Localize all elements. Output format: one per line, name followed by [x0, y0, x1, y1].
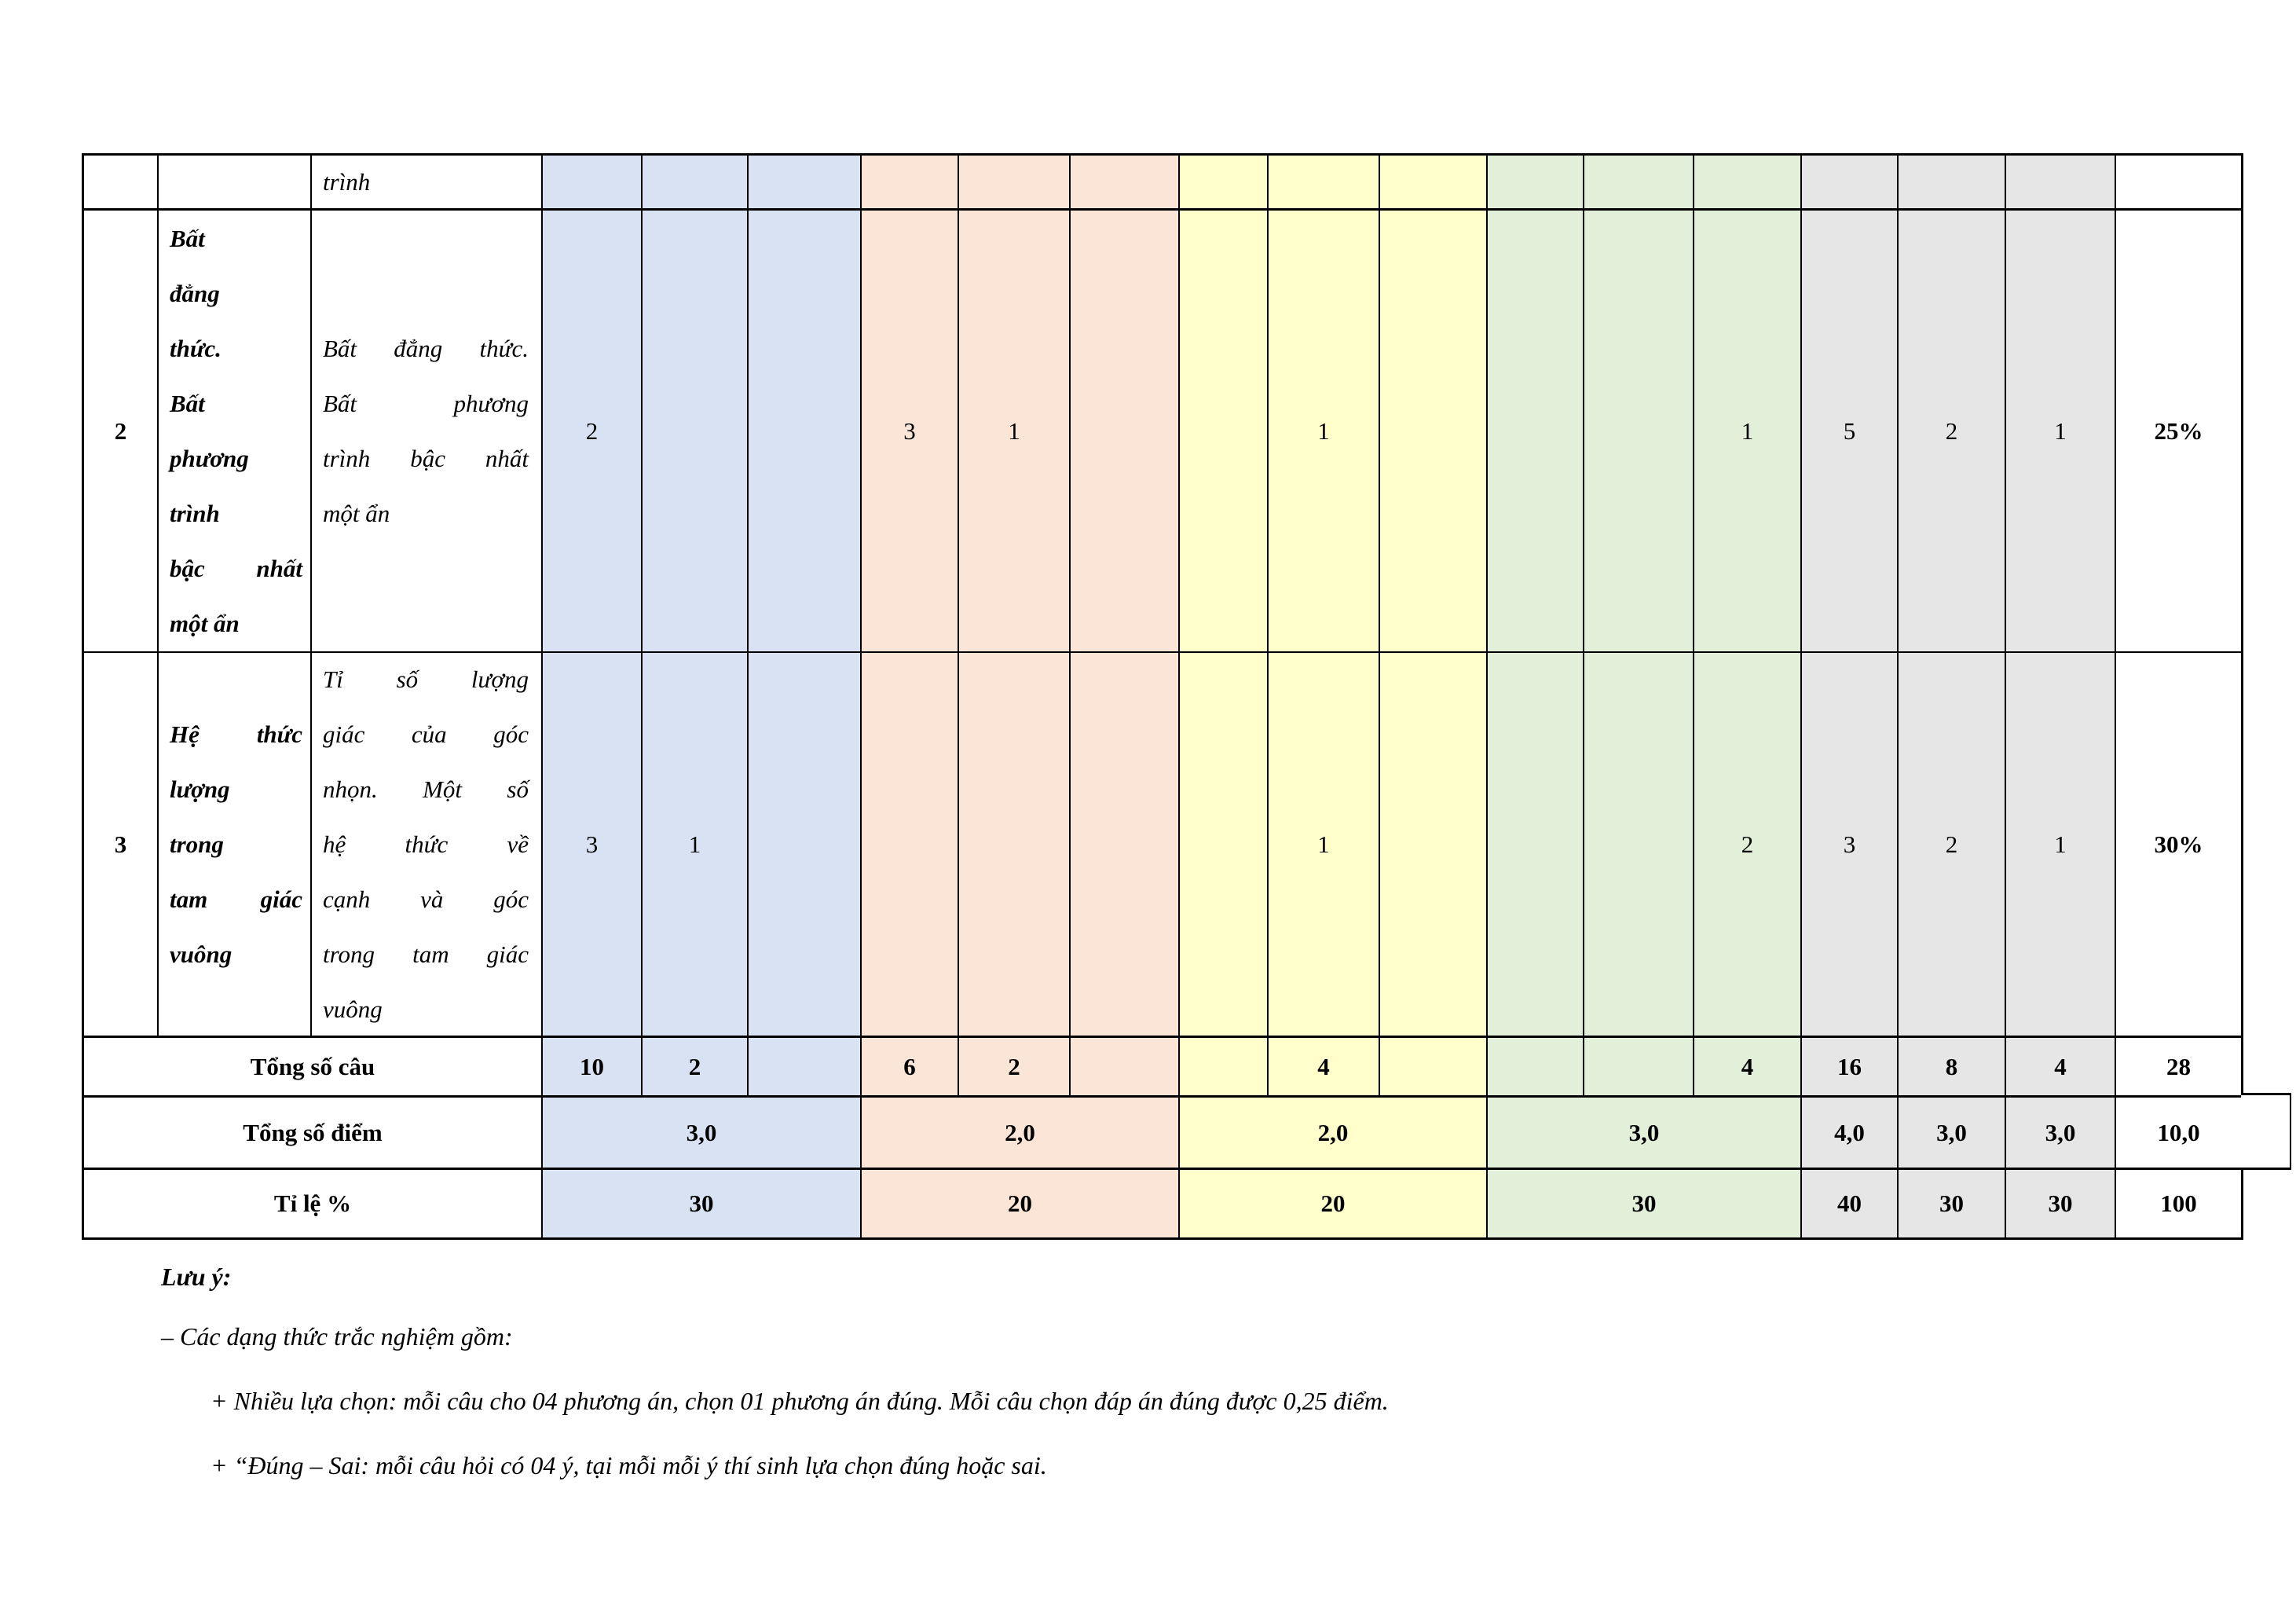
count-cell	[1488, 156, 1584, 211]
topic-cell	[159, 156, 312, 211]
text-line: Bất đẳng thức.	[323, 334, 529, 362]
text-line: Bất	[170, 224, 205, 252]
count-cell	[1380, 156, 1488, 211]
row-total-cell: 25%	[2116, 211, 2241, 653]
percent-cell: 30	[2006, 1170, 2116, 1237]
topic-cell	[159, 211, 312, 653]
count-total-cell: 4	[1269, 1038, 1380, 1098]
total-questions-total: 28	[2116, 1038, 2241, 1098]
row-total-cell: 30%	[2116, 653, 2241, 1038]
count-total-cell	[1180, 1038, 1269, 1098]
count-cell	[1071, 653, 1180, 1038]
text-line: thức.	[170, 334, 222, 362]
count-cell	[643, 156, 749, 211]
count-total-cell: 16	[1802, 1038, 1899, 1098]
text-line: giác của góc	[323, 720, 529, 748]
text-line: Hệ thức	[170, 720, 302, 748]
topic-cell	[159, 653, 312, 1038]
count-cell	[1180, 211, 1269, 653]
count-total-cell	[1584, 1038, 1694, 1098]
count-cell: 1	[2006, 211, 2116, 653]
count-cell	[1269, 156, 1380, 211]
count-total-cell: 8	[1899, 1038, 2006, 1098]
stt-cell	[84, 156, 159, 211]
percentage-label: Tỉ lệ %	[84, 1170, 543, 1237]
total-points-label: Tổng số điểm	[84, 1098, 543, 1170]
count-cell: 1	[643, 653, 749, 1038]
count-cell	[862, 156, 959, 211]
count-cell	[749, 211, 862, 653]
count-cell: 1	[959, 211, 1071, 653]
count-cell	[1488, 653, 1584, 1038]
count-cell: 1	[1269, 653, 1380, 1038]
score-cell: 3,0	[1899, 1098, 2006, 1170]
text-line: trình	[170, 499, 220, 527]
text-line: Tỉ số lượng	[323, 665, 529, 693]
count-cell: 2	[1694, 653, 1802, 1038]
count-total-cell: 2	[643, 1038, 749, 1098]
text-line: trình bậc nhất	[323, 444, 529, 472]
score-group-cell: 3,0	[1488, 1098, 1802, 1170]
note-line: + “Đúng – Sai: mỗi câu hỏi có 04 ý, tại mỗi mỗi ý thí sinh lựa chọn đúng hoặc sai.	[211, 1451, 1047, 1479]
count-cell	[1180, 653, 1269, 1038]
count-cell	[862, 653, 959, 1038]
extra-cell	[2241, 1093, 2291, 1170]
text-line: cạnh và góc	[323, 885, 529, 913]
text-line: lượng	[170, 775, 230, 803]
count-cell	[1380, 653, 1488, 1038]
percent-cell: 40	[1802, 1170, 1899, 1237]
score-cell: 4,0	[1802, 1098, 1899, 1170]
count-total-cell	[749, 1038, 862, 1098]
notes-section	[0, 1240, 2296, 1480]
text-line: Bất phương	[323, 389, 529, 417]
count-cell	[1584, 211, 1694, 653]
text-line: trong tam giác	[323, 940, 529, 968]
text-line: một ẩn	[323, 499, 390, 527]
score-group-cell: 3,0	[543, 1098, 862, 1170]
count-cell: 3	[1802, 653, 1899, 1038]
text-line: vuông	[323, 995, 383, 1023]
percent-group-cell: 20	[1180, 1170, 1488, 1237]
count-cell	[1694, 156, 1802, 211]
count-cell	[643, 211, 749, 653]
text-line: nhọn. Một số	[323, 775, 529, 803]
count-cell	[959, 156, 1071, 211]
count-total-cell	[1380, 1038, 1488, 1098]
content-cell	[312, 653, 543, 1038]
count-cell	[1071, 156, 1180, 211]
text-line: hệ thức về	[323, 830, 529, 858]
stt-cell: 2	[84, 211, 159, 653]
count-cell	[1071, 211, 1180, 653]
content-cell: trình	[312, 156, 543, 211]
count-cell	[1380, 211, 1488, 653]
percent-cell: 30	[1899, 1170, 2006, 1237]
note-line: – Các dạng thức trắc nghiệm gồm:	[161, 1322, 513, 1351]
count-total-cell: 4	[1694, 1038, 1802, 1098]
notes-title: Lưu ý:	[161, 1263, 232, 1291]
total-questions-label: Tổng số câu	[84, 1038, 543, 1098]
percentage-total: 100	[2160, 1190, 2197, 1217]
text-line: phương	[170, 444, 249, 472]
percent-group-cell: 30	[543, 1170, 862, 1237]
count-total-cell	[1488, 1038, 1584, 1098]
count-cell: 3	[862, 211, 959, 653]
note-line: + Nhiều lựa chọn: mỗi câu cho 04 phương án, chọn 01 phương án đúng. Mỗi câu chọn đáp án đúng được 0,25 điểm.	[211, 1387, 1389, 1415]
score-cell: 3,0	[2006, 1098, 2116, 1170]
count-cell	[1802, 156, 1899, 211]
text-line: vuông	[170, 940, 233, 968]
score-group-cell: 2,0	[862, 1098, 1180, 1170]
count-cell	[1584, 156, 1694, 211]
total-points-total: 10,0	[2116, 1098, 2241, 1170]
count-cell	[543, 156, 643, 211]
count-cell	[2006, 156, 2116, 211]
count-cell: 2	[1899, 653, 2006, 1038]
count-cell: 2	[1899, 211, 2006, 653]
count-total-cell: 4	[2006, 1038, 2116, 1098]
count-cell	[1488, 211, 1584, 653]
count-cell: 1	[1694, 211, 1802, 653]
text-line: đẳng	[170, 279, 220, 307]
percent-group-cell: 20	[862, 1170, 1180, 1237]
row-total-cell	[2116, 156, 2241, 211]
count-total-cell: 10	[543, 1038, 643, 1098]
count-cell: 2	[543, 211, 643, 653]
count-cell	[1180, 156, 1269, 211]
count-cell	[749, 156, 862, 211]
count-cell: 1	[2006, 653, 2116, 1038]
stt-cell: 3	[84, 653, 159, 1038]
count-total-cell	[1071, 1038, 1180, 1098]
text-line: trong	[170, 830, 224, 858]
text-line: Bất	[170, 389, 205, 417]
count-cell	[1899, 156, 2006, 211]
count-cell	[749, 653, 862, 1038]
count-cell: 5	[1802, 211, 1899, 653]
exam-matrix-table	[82, 153, 2243, 1240]
count-cell: 3	[543, 653, 643, 1038]
text-line: một ẩn	[170, 609, 240, 637]
score-group-cell: 2,0	[1180, 1098, 1488, 1170]
content-cell	[312, 211, 543, 653]
text-line: bậc nhất	[170, 554, 302, 582]
count-cell: 1	[1269, 211, 1380, 653]
text-line: tam giác	[170, 885, 302, 913]
count-cell	[959, 653, 1071, 1038]
percent-group-cell: 30	[1488, 1170, 1802, 1237]
count-total-cell: 2	[959, 1038, 1071, 1098]
count-total-cell: 6	[862, 1038, 959, 1098]
count-cell	[1584, 653, 1694, 1038]
